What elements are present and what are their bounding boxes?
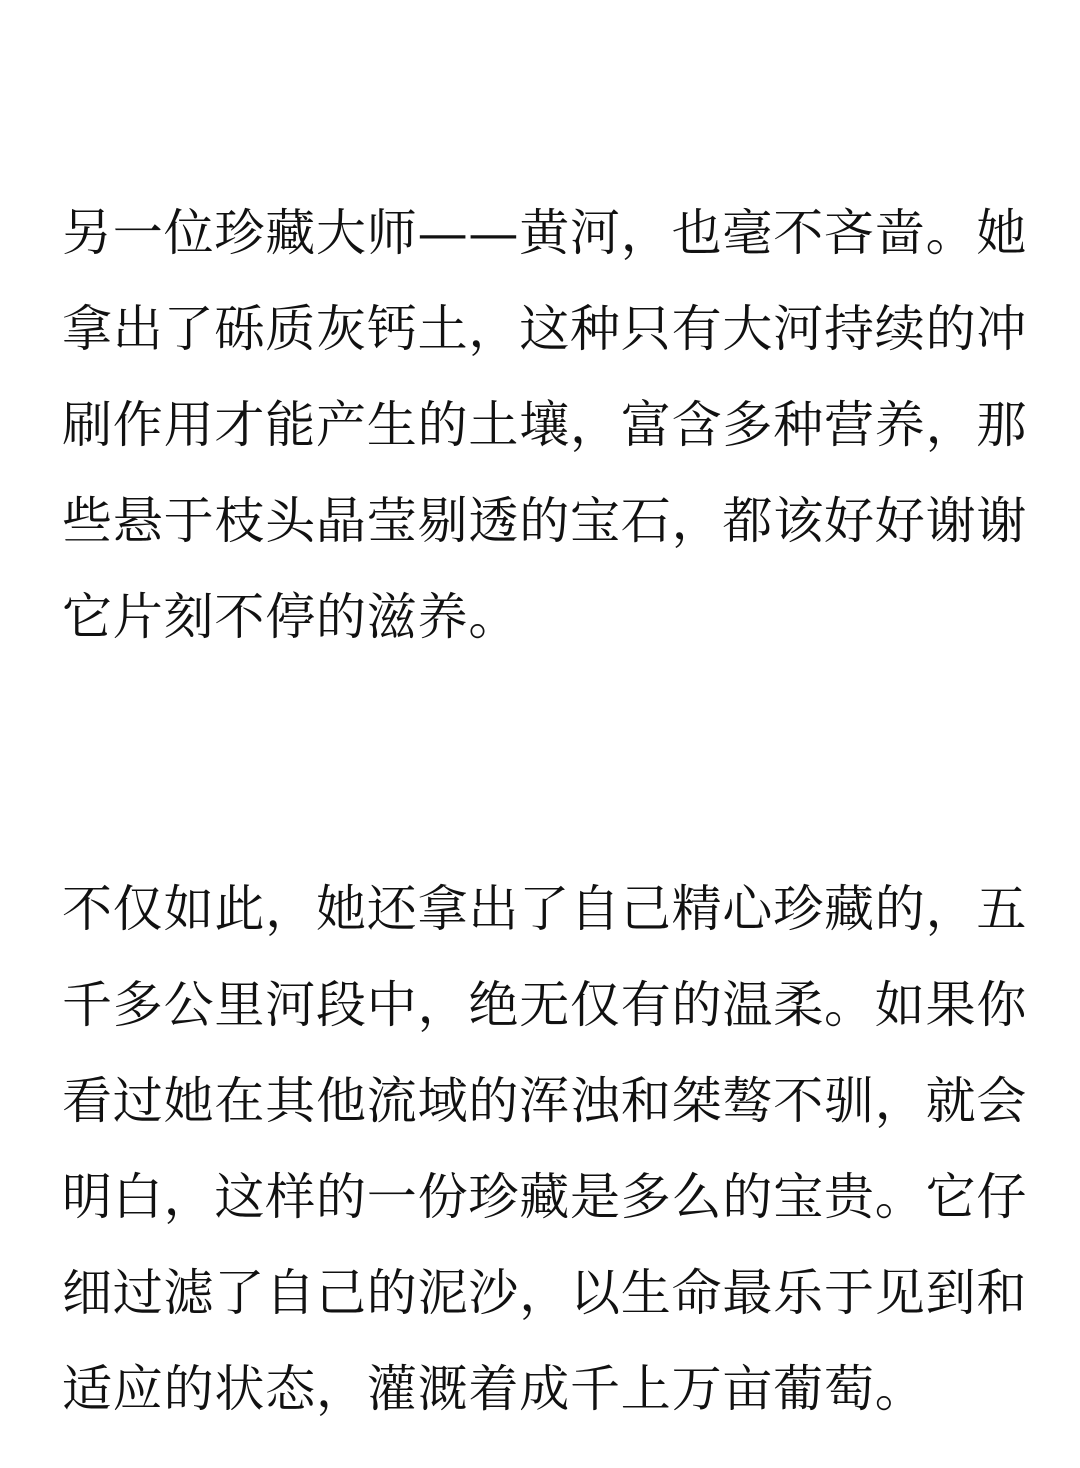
- text-line: 刷作用才能产生的土壤，富含多种营养，那: [62, 396, 1028, 454]
- text-line: 千多公里河段中，绝无仅有的温柔。如果你: [62, 976, 1028, 1034]
- text-line: 不仅如此，她还拿出了自己精心珍藏的，五: [62, 880, 1028, 938]
- text-line: 明白，这样的一份珍藏是多么的宝贵。它仔: [62, 1168, 1028, 1226]
- paragraph-yellow-river-soil: [62, 196, 1028, 676]
- text-line: 看过她在其他流域的浑浊和桀骜不驯，就会: [62, 1072, 1028, 1130]
- text-line: 拿出了砾质灰钙土，这种只有大河持续的冲: [62, 300, 1028, 358]
- text-line: 些悬于枝头晶莹剔透的宝石，都该好好谢谢: [62, 492, 1028, 550]
- text-line: 它片刻不停的滋养。: [62, 588, 520, 646]
- text-line: 适应的状态，灌溉着成千上万亩葡萄。: [62, 1360, 926, 1418]
- text-line: 细过滤了自己的泥沙，以生命最乐于见到和: [62, 1264, 1028, 1322]
- text-line: 另一位珍藏大师——黄河，也毫不吝啬。她: [62, 204, 1028, 262]
- paragraph-spacer: [62, 676, 1022, 872]
- article-body: [62, 196, 1028, 1448]
- paragraph-yellow-river-gentleness: [62, 872, 1028, 1448]
